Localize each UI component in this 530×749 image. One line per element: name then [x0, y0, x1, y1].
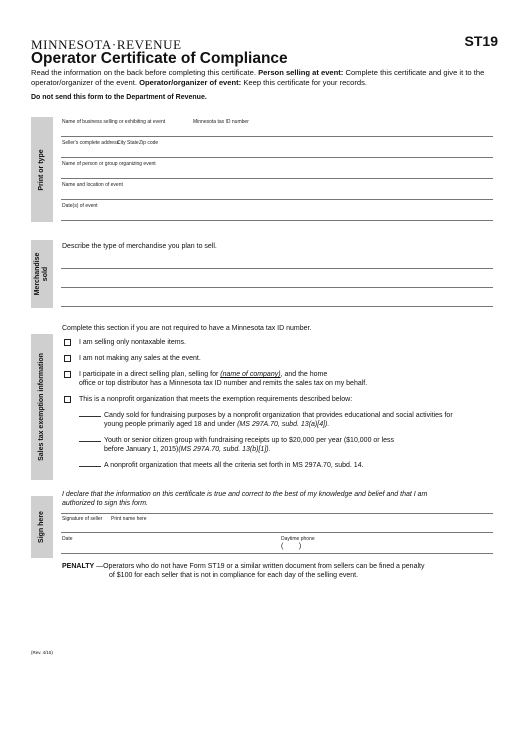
date-phone-line[interactable] — [61, 553, 493, 554]
candy-text: Candy sold for fundraising purposes by a nonprofit organization that provides educational and social activities for — [104, 412, 453, 419]
candy-citation: (MS 297A.70, subd. 13(a)[4]). — [237, 421, 330, 428]
criteria-option — [79, 462, 364, 469]
agency-logo: MINNESOTA·REVENUE — [31, 37, 182, 52]
merchandise-line-2[interactable] — [61, 287, 493, 288]
field-label-date: Date — [62, 536, 73, 542]
merchandise-line-3[interactable] — [61, 306, 493, 307]
sidebar-exemption — [31, 334, 53, 480]
sidebar-label-line: Merchandise — [34, 252, 41, 296]
business-name-line[interactable] — [61, 136, 493, 137]
direct-selling-text: I participate in a direct selling plan, selling for — [79, 371, 221, 378]
penalty-body: —Operators who do not have Form ST19 or a similar written document from sellers can be fined a penalty — [94, 563, 425, 570]
form-id: ST19 — [464, 33, 498, 49]
penalty-text-cont: of $100 for each seller that is not in compliance for each day of the selling event. — [109, 572, 359, 579]
sidebar-label-line: sold — [42, 266, 49, 282]
field-label-event-location: Name and location of event — [62, 182, 123, 188]
declaration-text-cont: authorized to sign this form. — [62, 500, 148, 507]
candy-blank[interactable] — [79, 416, 101, 417]
sidebar-sign-here — [31, 496, 53, 558]
field-label-zip: Zip code — [139, 140, 159, 146]
direct-selling-checkbox[interactable] — [64, 371, 71, 378]
youth-option-cont — [104, 446, 271, 453]
intro-text — [31, 68, 503, 88]
candy-text: young people primarily aged 18 and under — [104, 421, 238, 428]
no-sales-label: I am not making any sales at the event. — [79, 355, 201, 362]
penalty-label: PENALTY — [62, 563, 95, 570]
criteria-blank[interactable] — [79, 466, 101, 467]
field-label-state: State — [127, 140, 139, 146]
criteria-text: A nonprofit organization that meets all the criteria set forth in MS 297A.70, subd. 14. — [104, 462, 364, 469]
organizer-line[interactable] — [61, 178, 493, 179]
exemption-prompt: Complete this section if you are not required to have a Minnesota tax ID number. — [62, 325, 312, 332]
event-dates-line[interactable] — [61, 220, 493, 221]
revision-date: (Rev. 4/15) — [31, 650, 53, 655]
direct-selling-label — [79, 371, 327, 378]
youth-blank[interactable] — [79, 441, 101, 442]
sidebar-label: Print or type — [38, 148, 45, 191]
nonprofit-label: This is a nonprofit organization that meets the exemption requirements described below: — [79, 396, 353, 403]
nonprofit-checkbox[interactable] — [64, 396, 71, 403]
merchandise-prompt: Describe the type of merchandise you plan to sell. — [62, 243, 217, 250]
youth-option — [79, 437, 394, 444]
merchandise-line-1[interactable] — [61, 268, 493, 269]
field-label-organizer: Name of person or group organizing event — [62, 161, 156, 167]
penalty-text — [62, 563, 424, 570]
no-sales-checkbox[interactable] — [64, 355, 71, 362]
field-label-signature: Signature of seller — [62, 516, 103, 522]
candy-option-cont — [104, 421, 329, 428]
sidebar-print-or-type — [31, 117, 53, 222]
nontaxable-checkbox[interactable] — [64, 339, 71, 346]
intro-bold: Person selling at event: — [258, 68, 344, 77]
direct-selling-label-cont: office or top distributor has a Minnesota tax ID number and remits the sales tax on my behalf. — [79, 380, 368, 387]
sidebar-label: Sign here — [38, 511, 45, 543]
field-label-phone: Daytime phone — [281, 536, 315, 542]
direct-selling-text: , and the home — [280, 371, 328, 378]
sidebar-merchandise — [31, 240, 53, 308]
intro-part: Keep this certificate for your records. — [241, 78, 367, 87]
intro-bold: Operator/organizer of event: — [139, 78, 242, 87]
youth-citation: (MS 297A.70, subd. 13(b)[1]). — [178, 446, 271, 453]
company-name-field[interactable]: (name of company) — [220, 371, 281, 378]
intro-part: Read the information on the back before completing this certificate. — [31, 68, 259, 77]
field-label-city: City — [117, 140, 126, 146]
field-label-event-dates: Date(s) of event — [62, 203, 98, 209]
phone-area-code[interactable]: ( ) — [281, 543, 302, 550]
intro-part: Complete this certificate and give it to the operator/organizer of the event. — [31, 68, 485, 87]
sidebar-label: Sales tax exemption information — [38, 353, 45, 461]
youth-text: before January 1, 2015) — [104, 446, 179, 453]
warning-text: Do not send this form to the Department of Revenue. — [31, 94, 207, 101]
address-line[interactable] — [61, 157, 493, 158]
field-label-tax-id: Minnesota tax ID number — [193, 119, 249, 125]
field-label-business-name: Name of business selling or exhibiting at event — [62, 119, 166, 125]
declaration-text: I declare that the information on this certificate is true and correct to the best of my knowledge and belief and that I am — [62, 491, 428, 498]
signature-line[interactable] — [61, 532, 493, 533]
event-location-line[interactable] — [61, 199, 493, 200]
nontaxable-label: I am selling only nontaxable items. — [79, 339, 186, 346]
youth-text: Youth or senior citizen group with fundraising receipts up to $20,000 per year ($10,000 or less — [104, 437, 395, 444]
page-title: Operator Certificate of Compliance — [31, 50, 288, 67]
declaration-rule — [61, 513, 493, 514]
field-label-address: Seller's complete address — [62, 140, 120, 146]
field-label-print-name: Print name here — [111, 516, 147, 522]
sidebar-label — [34, 253, 50, 296]
candy-option — [79, 412, 509, 419]
